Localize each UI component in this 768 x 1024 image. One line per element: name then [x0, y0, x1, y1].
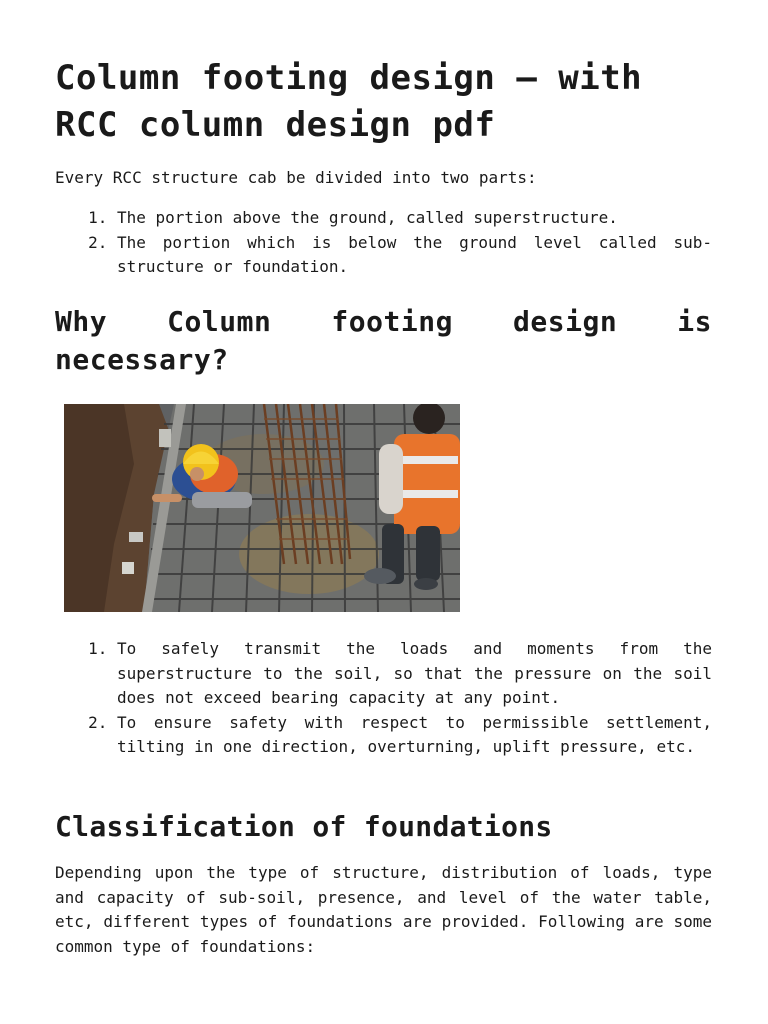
- page-title: Column footing design – with RCC column design pdf: [55, 58, 643, 145]
- intro-text: Every RCC structure cab be divided into two parts:: [55, 168, 537, 187]
- reasons-list: [55, 637, 712, 760]
- classification-paragraph: Depending upon the type of structure, distribution of loads, type and capacity of sub-soil, presence, and level of the water table, etc, different types of foundations are provided. Following are some common type of foundations:: [55, 863, 712, 956]
- classification-heading: Classification of foundations: [55, 810, 553, 843]
- list-item: 2. To ensure safety with respect to permissible settlement, tilting in one direction, overturning, uplift pressure, etc.: [117, 711, 712, 760]
- why-heading: Why Column footing design is necessary?: [55, 305, 712, 376]
- structure-parts-list: [55, 206, 712, 280]
- list-item: 2. The portion which is below the ground level called sub-structure or foundation.: [117, 231, 712, 280]
- construction-site-photo: [64, 404, 460, 612]
- list-item: 1. The portion above the ground, called superstructure.: [117, 206, 712, 231]
- list-item: 1. To safely transmit the loads and moments from the superstructure to the soil, so that the pressure on the soil does not exceed bearing capacity at any point.: [117, 637, 712, 711]
